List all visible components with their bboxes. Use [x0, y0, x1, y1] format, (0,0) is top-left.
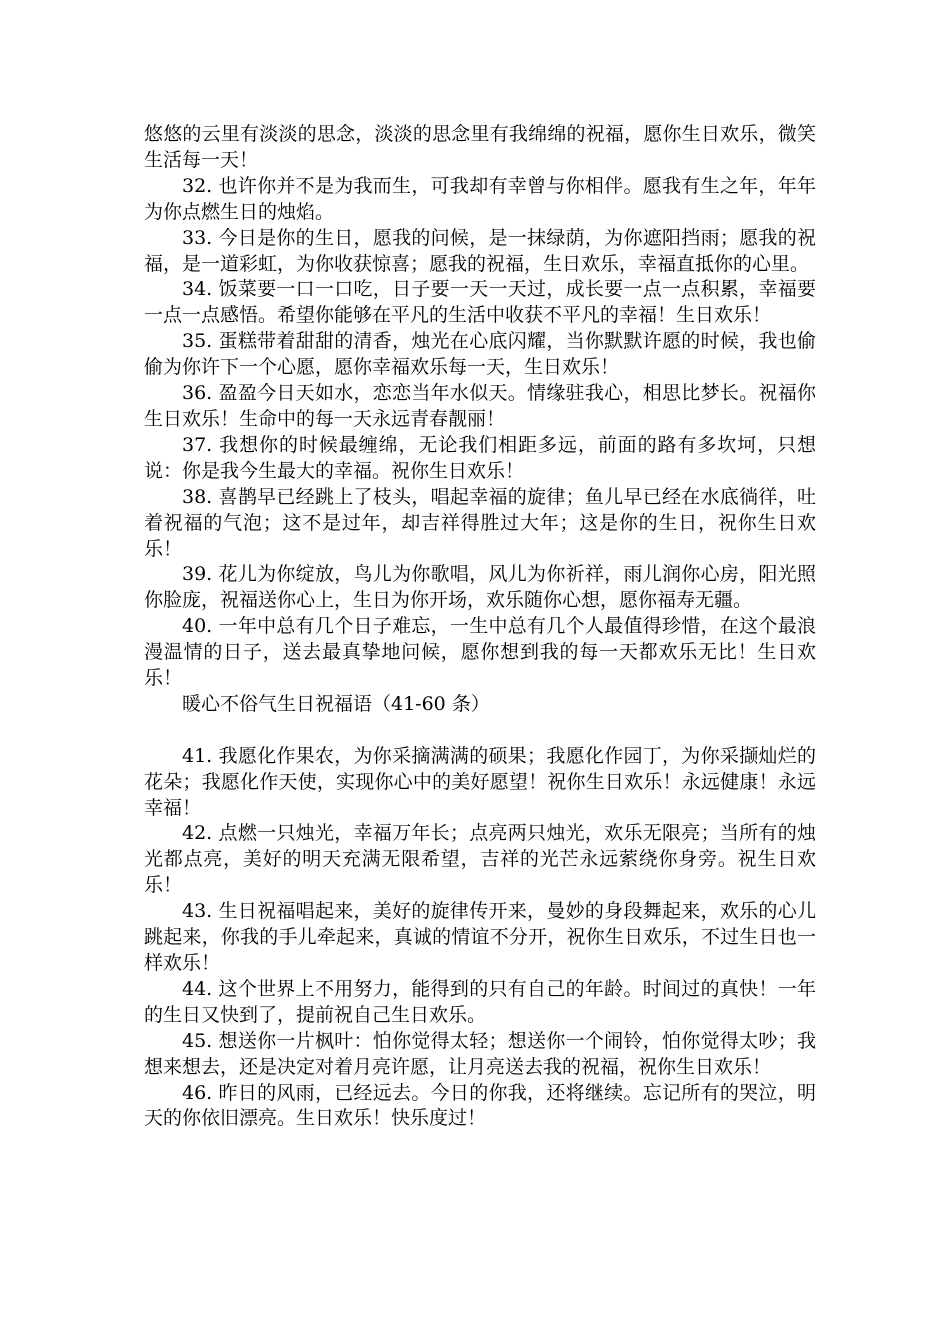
- wish-item-46: 46. 昨日的风雨，已经远去。今日的你我，还将继续。忘记所有的哭泣，明天的你依旧漂亮。生日欢乐！快乐度过！: [144, 1081, 816, 1130]
- wish-item-44: 44. 这个世界上不用努力，能得到的只有自己的年龄。时间过的真快！一年的生日又快到了，提前祝自己生日欢乐。: [144, 977, 816, 1026]
- wish-item-33: 33. 今日是你的生日，愿我的问候，是一抹绿荫，为你遮阳挡雨；愿我的祝福，是一道彩虹，为你收获惊喜；愿我的祝福，生日欢乐，幸福直抵你的心里。: [144, 226, 816, 275]
- blank-line: [144, 718, 816, 744]
- section-heading: 暖心不俗气生日祝福语（41-60 条）: [182, 692, 490, 715]
- intro-paragraph: 悠悠的云里有淡淡的思念，淡淡的思念里有我绵绵的祝福，愿你生日欢乐，微笑生活每一天！: [144, 123, 816, 171]
- wish-item-42: 42. 点燃一只烛光，幸福万年长；点亮两只烛光，欢乐无限亮；当所有的烛光都点亮，美好的明天充满无限希望，吉祥的光芒永远萦绕你身旁。祝生日欢乐！: [144, 822, 816, 897]
- wish-item-43: 43. 生日祝福唱起来，美好的旋律传开来，曼妙的身段舞起来，欢乐的心儿跳起来，你我的手儿牵起来，真诚的情谊不分开，祝你生日欢乐，不过生日也一样欢乐！: [144, 900, 816, 974]
- wish-item-45: 45. 想送你一片枫叶：怕你觉得太轻；想送你一个闹铃，怕你觉得太吵；我想来想去，还是决定对着月亮许愿，让月亮送去我的祝福，祝你生日欢乐！: [144, 1029, 816, 1078]
- wish-item-32: 32. 也许你并不是为我而生，可我却有幸曾与你相伴。愿我有生之年，年年为你点燃生日的烛焰。: [144, 174, 816, 223]
- wish-item-34: 34. 饭菜要一口一口吃，日子要一天一天过，成长要一点一点积累，幸福要一点一点感悟。希望你能够在平凡的生活中收获不平凡的幸福！生日欢乐！: [144, 278, 816, 327]
- wish-item-39: 39. 花儿为你绽放，鸟儿为你歌唱，风儿为你祈祥，雨儿润你心房，阳光照你脸庞，祝福送你心上，生日为你开场，欢乐随你心想，愿你福寿无疆。: [144, 563, 816, 612]
- document-page: [144, 122, 816, 1132]
- wish-item-37: 37. 我想你的时候最缠绵，无论我们相距多远，前面的路有多坎坷，只想说：你是我今生最大的幸福。祝你生日欢乐！: [144, 433, 816, 482]
- wish-item-38: 38. 喜鹊早已经跳上了枝头，唱起幸福的旋律；鱼儿早已经在水底徜徉，吐着祝福的气泡；这不是过年，却吉祥得胜过大年；这是你的生日，祝你生日欢乐！: [144, 485, 816, 560]
- wish-item-40: 40. 一年中总有几个日子难忘，一生中总有几个人最值得珍惜，在这个最浪漫温情的日子，送去最真挚地问候，愿你想到我的每一天都欢乐无比！生日欢乐！: [144, 615, 816, 690]
- wish-item-36: 36. 盈盈今日天如水，恋恋当年水似天。情缘驻我心，相思比梦长。祝福你生日欢乐！生命中的每一天永远青春靓丽！: [144, 382, 816, 430]
- wish-item-41: 41. 我愿化作果农，为你采摘满满的硕果；我愿化作园丁，为你采撷灿烂的花朵；我愿化作天使，实现你心中的美好愿望！祝你生日欢乐！永远健康！永远幸福！: [144, 744, 816, 819]
- wish-item-35: 35. 蛋糕带着甜甜的清香，烛光在心底闪耀，当你默默许愿的时候，我也偷偷为你许下一个心愿，愿你幸福欢乐每一天，生日欢乐！: [144, 330, 816, 379]
